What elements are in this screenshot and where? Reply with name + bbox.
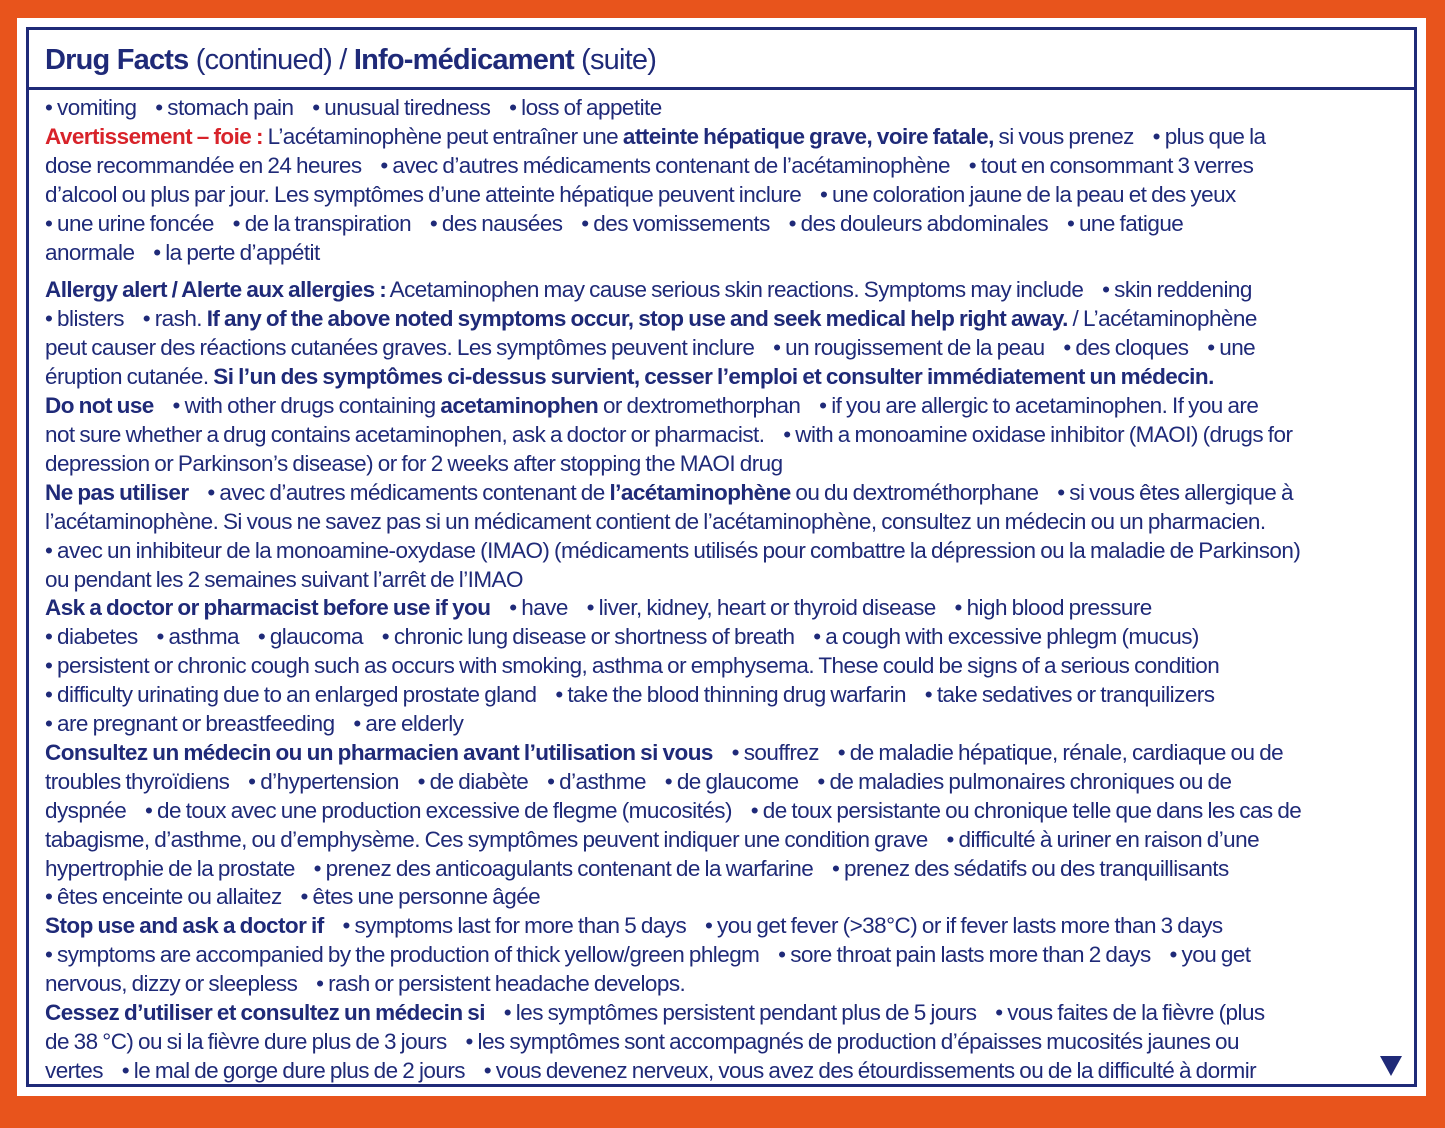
do-not-use-text: • with other drugs containing <box>153 393 441 419</box>
allergy-line <box>45 305 1404 334</box>
liver-warning-line: dose recommandée en 24 heures • avec d’autres médicaments contenant de l’acétaminophène • tout en consommant 3 verres <box>45 152 1254 178</box>
do-not-use-text-2: or dextromethorphan • if you are allergic to acetaminophen. If you are <box>598 393 1259 419</box>
consultez-line: hypertrophie de la prostate • prenez des anticoagulants contenant de la warfarine • prenez des sédatifs ou des tranquillisants <box>45 855 1229 881</box>
panel-content <box>29 90 1414 1086</box>
title-en: Drug Facts <box>45 44 189 76</box>
stop-use-heading: Stop use and ask a doctor if <box>45 913 324 939</box>
do-not-use-drug: acetaminophen <box>440 393 599 419</box>
consultez-line: • êtes enceinte ou allaitez • êtes une personne âgée <box>45 884 541 910</box>
liver-warning-text-2: si vous prenez • plus que la <box>993 123 1266 149</box>
allergy-emphasis-en: If any of the above noted symptoms occur, stop use and seek medical help right away. <box>206 306 1068 332</box>
allergy-alert-heading: Allergy alert / Alerte aux allergies : <box>45 277 387 303</box>
cessez <box>45 999 1404 1028</box>
liver-warning-line: d’alcool ou plus par jour. Les symptômes d’une atteinte hépatique peuvent inclure • une coloration jaune de la peau et des yeux <box>45 181 1236 207</box>
liver-warning-line: • une urine foncée • de la transpiration • des nausées • des vomissements • des douleurs abdominales • une fatigue <box>45 210 1184 236</box>
liver-warning-heading: Avertissement – foie : <box>45 123 268 149</box>
stop-use-line: • symptoms are accompanied by the production of thick yellow/green phlegm • sore throat pain lasts more than 2 days • you get <box>45 942 1251 968</box>
ne-pas-utiliser-line: l’acétaminophène. Si vous ne savez pas si un médicament contient de l’acétaminophène, consultez un médecin ou un pharmacien. <box>45 508 1266 534</box>
ask-doctor-line: • are pregnant or breastfeeding • are elderly <box>45 711 464 737</box>
consultez-line: tabagisme, d’asthme, ou d’emphysème. Ces symptômes peuvent indiquer une condition grave • difficulté à uriner en raison d’une <box>45 826 1260 852</box>
ne-pas-utiliser-line: ou pendant les 2 semaines suivant l’arrêt de l’IMAO <box>45 566 523 592</box>
ask-doctor-heading: Ask a doctor or pharmacist before use if you <box>45 595 491 621</box>
allergy-alert-text: Acetaminophen may cause serious skin reactions. Symptoms may include • skin reddening <box>386 277 1252 303</box>
allergy-line <box>45 363 1404 392</box>
continue-down-triangle-icon <box>1380 1056 1402 1076</box>
ne-pas-utiliser-text-2: ou du dextrométhorphane • si vous êtes allergique à <box>790 479 1293 505</box>
ask-doctor-line: • persistent or chronic cough such as occurs with smoking, asthma or emphysema. These could be signs of a serious condition <box>45 653 1220 679</box>
ne-pas-utiliser-text: • avec d’autres médicaments contenant de <box>188 479 610 505</box>
ne-pas-utiliser-line: • avec un inhibiteur de la monoamine-oxydase (IMAO) (médicaments utilisés pour combattre la dépression ou la maladie de Parkinson) <box>45 537 1301 563</box>
ne-pas-utiliser <box>45 479 1404 508</box>
cessez-line: de 38 °C) ou si la fièvre dure plus de 3 jours • les symptômes sont accompagnés de production d’épaisses mucosités jaunes ou <box>45 1029 1239 1054</box>
stop-use <box>45 912 1404 941</box>
do-not-use-line: depression or Parkinson’s disease) or for 2 weeks after stopping the MAOI drug <box>45 450 783 476</box>
label-frame <box>17 18 1426 1096</box>
ne-pas-utiliser-heading: Ne pas utiliser <box>45 479 189 505</box>
allergy-line: peut causer des réactions cutanées graves. Les symptômes peuvent inclure • un rougissement de la peau • des cloques • une <box>45 335 1256 361</box>
do-not-use-heading: Do not use <box>45 393 154 419</box>
section-gap <box>45 267 1404 276</box>
allergy-text: • blisters • rash. <box>45 306 207 332</box>
title-fr: Info-médicament <box>353 44 574 76</box>
liver-warning-text: L’acétaminophène peut entraîner une <box>267 123 623 149</box>
cessez-heading: Cessez d’utiliser et consultez un médecin si <box>45 1000 485 1026</box>
liver-warning-fr <box>45 123 1404 152</box>
cessez-text: • les symptômes persistent pendant plus de 5 jours • vous faites de la fièvre (plus <box>484 1000 1265 1026</box>
panel-header <box>29 30 1414 90</box>
ne-pas-utiliser-drug: l’acétaminophène <box>609 479 791 505</box>
do-not-use <box>45 392 1404 421</box>
drug-facts-panel <box>26 27 1417 1087</box>
do-not-use-line: not sure whether a drug contains acetaminophen, ask a doctor or pharmacist. • with a monoamine oxidase inhibitor (MAOI) (drugs for <box>45 421 1293 447</box>
title-en-suffix: (continued) / <box>188 44 354 76</box>
ask-doctor <box>45 594 1404 623</box>
stop-use-text: • symptoms last for more than 5 days • you get fever (>38°C) or if fever lasts more than 3 days <box>323 913 1223 939</box>
liver-warning-line: anormale • la perte d’appétit <box>45 239 320 265</box>
symptom-list-line: • vomiting • stomach pain • unusual tiredness • loss of appetite <box>45 95 662 120</box>
consultez-heading: Consultez un médecin ou un pharmacien avant l’utilisation si vous <box>45 739 713 765</box>
bottom-orange-strip <box>0 1110 1445 1128</box>
allergy-text-fr: / L’acétaminophène <box>1067 306 1257 332</box>
ask-doctor-line: • difficulty urinating due to an enlarged prostate gland • take the blood thinning drug warfarin • take sedatives or tranquilizers <box>45 682 1215 708</box>
ask-doctor-line: • diabetes • asthma • glaucoma • chronic lung disease or shortness of breath • a cough with excessive phlegm (mucus) <box>45 624 1199 650</box>
title-fr-suffix: (suite) <box>573 44 657 76</box>
ask-doctor-text: • have • liver, kidney, heart or thyroid disease • high blood pressure <box>490 595 1152 621</box>
consultez-line: dyspnée • de toux avec une production excessive de flegme (mucosités) • de toux persistante ou chronique telle que dans les cas de <box>45 797 1302 823</box>
allergy-alert <box>45 276 1404 305</box>
stop-use-line: nervous, dizzy or sleepless • rash or persistent headache develops. <box>45 971 686 997</box>
liver-warning-emphasis: atteinte hépatique grave, voire fatale, <box>622 123 994 149</box>
allergy-emphasis-fr: Si l’un des symptômes ci-dessus survient, cesser l’emploi et consulter immédiatement un médecin. <box>213 364 1214 390</box>
consultez-text: • souffrez • de maladie hépatique, rénale, cardiaque ou de <box>712 739 1284 765</box>
consultez-line: troubles thyroïdiens • d’hypertension • de diabète • d’asthme • de glaucome • de maladies pulmonaires chroniques ou de <box>45 768 1232 794</box>
consultez <box>45 739 1404 768</box>
allergy-text: éruption cutanée. <box>45 364 214 390</box>
cessez-line: vertes • le mal de gorge dure plus de 2 jours • vous devenez nerveux, vous avez des étourdissements ou de la difficulté à dormir <box>45 1057 1257 1083</box>
